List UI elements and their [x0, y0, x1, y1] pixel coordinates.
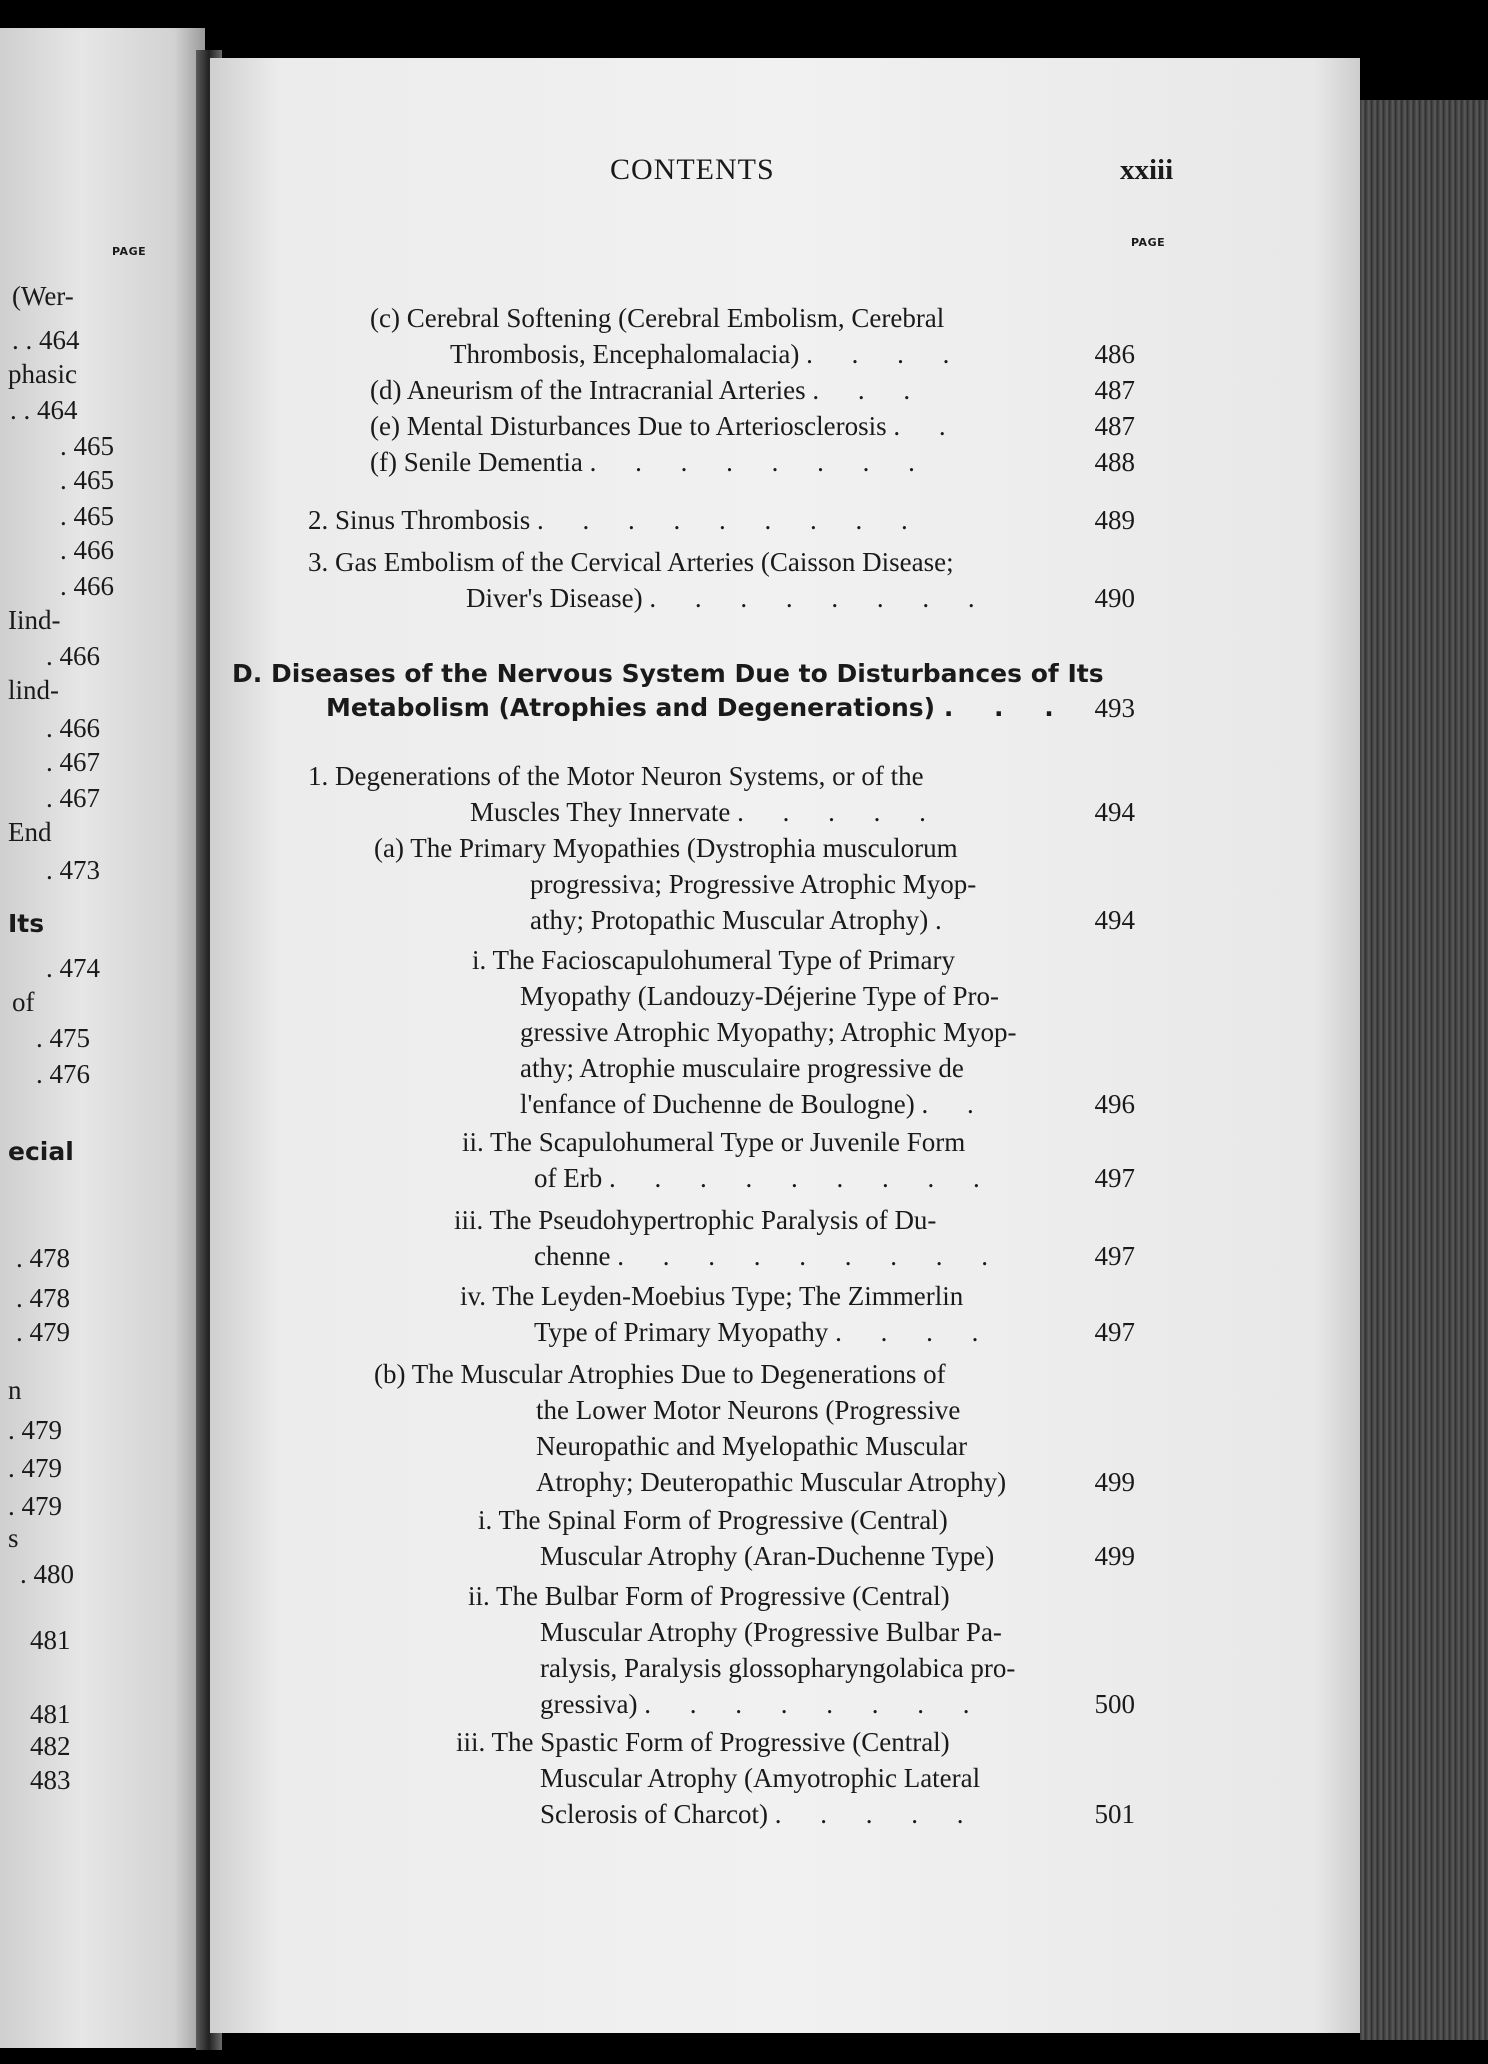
toc-entry-line: Diver's Disease) . . . . . . . . — [466, 583, 991, 613]
toc-page-number: 487 — [1094, 375, 1135, 405]
toc-entry-line: Muscular Atrophy (Amyotrophic Lateral — [540, 1763, 981, 1793]
left-page-fragment: . 479 — [8, 1453, 62, 1483]
left-page-fragment: End — [8, 817, 52, 847]
left-page-fragment: . 465 — [60, 465, 114, 495]
toc-page-number: 497 — [1094, 1317, 1135, 1347]
toc-page-number: 493 — [1094, 693, 1135, 723]
left-page-fragment: ecial — [8, 1137, 74, 1166]
left-page-fragment: . 466 — [60, 535, 114, 565]
dot-leader: . . . . . — [774, 1799, 980, 1829]
page-number: xxiii — [1120, 154, 1174, 186]
left-page-fragment: . 467 — [46, 783, 100, 813]
toc-page-number: 486 — [1094, 339, 1135, 369]
toc-entry-line: athy; Protopathic Muscular Atrophy) . — [530, 905, 958, 935]
toc-entry-line: Muscular Atrophy (Aran-Duchenne Type) — [540, 1541, 995, 1571]
dot-leader: . . . . . — [737, 797, 942, 827]
left-page-fragment: . 465 — [60, 501, 114, 531]
toc-entry-line: Thrombosis, Encephalomalacia) . . . . — [450, 339, 966, 369]
left-page-fragment: . 479 — [8, 1415, 62, 1445]
toc-entry-line: ii. The Bulbar Form of Progressive (Central) — [468, 1581, 950, 1611]
toc-entry-line: i. The Facioscapulohumeral Type of Primary — [472, 945, 955, 975]
page-edges — [1360, 100, 1488, 2040]
toc-entry-line: the Lower Motor Neurons (Progressive — [536, 1395, 961, 1425]
page-column-label: PAGE — [1131, 236, 1166, 249]
left-page-fragment: 481 — [30, 1625, 71, 1655]
left-page-fragment: . 467 — [46, 747, 100, 777]
toc-page-number: 487 — [1094, 411, 1135, 441]
left-page-fragment: Iind- — [8, 605, 61, 635]
left-page-fragment: lind- — [8, 675, 59, 705]
dot-leader: . . — [893, 411, 962, 441]
toc-entry-line: chenne . . . . . . . . . — [534, 1241, 1004, 1271]
toc-entry-line: gressiva) . . . . . . . . — [540, 1689, 986, 1719]
left-page-fragment: (Wer- — [12, 281, 74, 311]
left-page-fragment: s — [8, 1523, 19, 1553]
toc-entry-line: Sclerosis of Charcot) . . . . . — [540, 1799, 980, 1829]
dot-leader: . . . — [812, 375, 927, 405]
left-page-fragment: . 479 — [16, 1317, 70, 1347]
toc-entry-line: Myopathy (Landouzy-Déjerine Type of Pro- — [520, 981, 999, 1011]
toc-entry-line: progressiva; Progressive Atrophic Myop- — [530, 869, 977, 899]
toc-entry-line: athy; Atrophie musculaire progressive de — [520, 1053, 964, 1083]
left-page-fragment: . 478 — [16, 1243, 70, 1273]
toc-page-number: 494 — [1094, 797, 1135, 827]
left-page-fragment: . 476 — [36, 1059, 90, 1089]
toc-entry-line: (f) Senile Dementia . . . . . . . . — [370, 447, 931, 477]
left-page-fragment: . 466 — [46, 713, 100, 743]
contents-page — [210, 58, 1360, 2033]
toc-entry-line: Atrophy; Deuteropathic Muscular Atrophy) — [536, 1467, 1007, 1497]
toc-entry-line: (e) Mental Disturbances Due to Arteriosclerosis . . — [370, 411, 962, 441]
left-page — [0, 28, 205, 2048]
left-page-fragment: . 466 — [60, 571, 114, 601]
toc-page-number: 490 — [1094, 583, 1135, 613]
toc-page-number: 500 — [1094, 1689, 1135, 1719]
dot-leader: . . . . . . . . — [589, 447, 931, 477]
left-page-fragment: 483 — [30, 1765, 71, 1795]
page-title: CONTENTS — [610, 153, 775, 186]
left-page-fragment: . . 464 — [10, 395, 78, 425]
dot-leader: . . — [921, 1089, 990, 1119]
dot-leader: . . . . . . . . . — [608, 1163, 996, 1193]
dot-leader: . . . . — [835, 1317, 995, 1347]
toc-page-number: 499 — [1094, 1541, 1135, 1571]
toc-entry-line: of Erb . . . . . . . . . — [534, 1163, 996, 1193]
dot-leader: . . . — [943, 693, 1070, 722]
dot-leader: . . . . . . . . — [644, 1689, 986, 1719]
toc-page-number: 488 — [1094, 447, 1135, 477]
toc-entry-line: Muscular Atrophy (Progressive Bulbar Pa- — [540, 1617, 1002, 1647]
toc-entry-line: Neuropathic and Myelopathic Muscular — [536, 1431, 968, 1461]
toc-page-number: 496 — [1094, 1089, 1135, 1119]
toc-entry-line: (a) The Primary Myopathies (Dystrophia musculorum — [374, 833, 958, 863]
toc-entry-line: i. The Spinal Form of Progressive (Central) — [478, 1505, 948, 1535]
toc-entry-line: Muscles They Innervate . . . . . — [470, 797, 942, 827]
left-page-fragment: . 466 — [46, 641, 100, 671]
dot-leader: . . . . . . . . . — [537, 505, 924, 535]
dot-leader: . — [934, 905, 958, 935]
left-page-fragment: . 480 — [20, 1559, 74, 1589]
left-page-fragment: n — [8, 1375, 22, 1405]
dot-leader: . . . . . . . . . — [617, 1241, 1004, 1271]
toc-entry-line: gressive Atrophic Myopathy; Atrophic Myop- — [520, 1017, 1017, 1047]
toc-page-number: 499 — [1094, 1467, 1135, 1497]
toc-entry-line: 3. Gas Embolism of the Cervical Arteries (Caisson Disease; — [308, 547, 954, 577]
toc-page-number: 497 — [1094, 1163, 1135, 1193]
toc-entry-line: (c) Cerebral Softening (Cerebral Embolism, Cerebral — [370, 303, 945, 333]
left-page-fragment: . . 464 — [12, 325, 80, 355]
left-page-fragment: . 474 — [46, 953, 100, 983]
toc-entry-line: 2. Sinus Thrombosis . . . . . . . . . — [308, 505, 924, 535]
toc-entry-line: Metabolism (Atrophies and Degenerations) . . . — [326, 693, 1070, 722]
toc-entry-line: ralysis, Paralysis glossopharyngolabica pro- — [540, 1653, 1016, 1683]
dot-leader: . . . . — [806, 339, 966, 369]
toc-entry-line: iv. The Leyden-Moebius Type; The Zimmerlin — [460, 1281, 964, 1311]
left-page-fragment: 482 — [30, 1731, 71, 1761]
left-page-fragment: . 479 — [8, 1491, 62, 1521]
left-page-label: PAGE — [112, 245, 147, 258]
left-page-fragment: phasic — [8, 359, 77, 389]
left-page-fragment: . 478 — [16, 1283, 70, 1313]
toc-page-number: 501 — [1094, 1799, 1135, 1829]
toc-page-number: 497 — [1094, 1241, 1135, 1271]
left-page-fragment: . 473 — [46, 855, 100, 885]
left-page-fragment: . 465 — [60, 431, 114, 461]
toc-entry-line: l'enfance of Duchenne de Boulogne) . . — [520, 1089, 990, 1119]
left-page-fragment: Its — [8, 909, 45, 938]
toc-entry-line: (b) The Muscular Atrophies Due to Degenerations of — [374, 1359, 946, 1389]
left-page-fragment: 481 — [30, 1699, 71, 1729]
toc-entry-line: (d) Aneurism of the Intracranial Arteries . . . — [370, 375, 927, 405]
toc-entry-line: Type of Primary Myopathy . . . . — [534, 1317, 995, 1347]
toc-entry-line: ii. The Scapulohumeral Type or Juvenile Form — [462, 1127, 966, 1157]
toc-entry-line: D. Diseases of the Nervous System Due to Disturbances of Its — [232, 659, 1104, 688]
toc-entry-line: iii. The Pseudohypertrophic Paralysis of Du- — [454, 1205, 937, 1235]
toc-page-number: 494 — [1094, 905, 1135, 935]
toc-entry-line: iii. The Spastic Form of Progressive (Central) — [456, 1727, 950, 1757]
toc-page-number: 489 — [1094, 505, 1135, 535]
left-page-fragment: . 475 — [36, 1023, 90, 1053]
left-page-fragment: of — [12, 987, 35, 1017]
dot-leader: . . . . . . . . — [649, 583, 991, 613]
toc-entry-line: 1. Degenerations of the Motor Neuron Systems, or of the — [308, 761, 924, 791]
